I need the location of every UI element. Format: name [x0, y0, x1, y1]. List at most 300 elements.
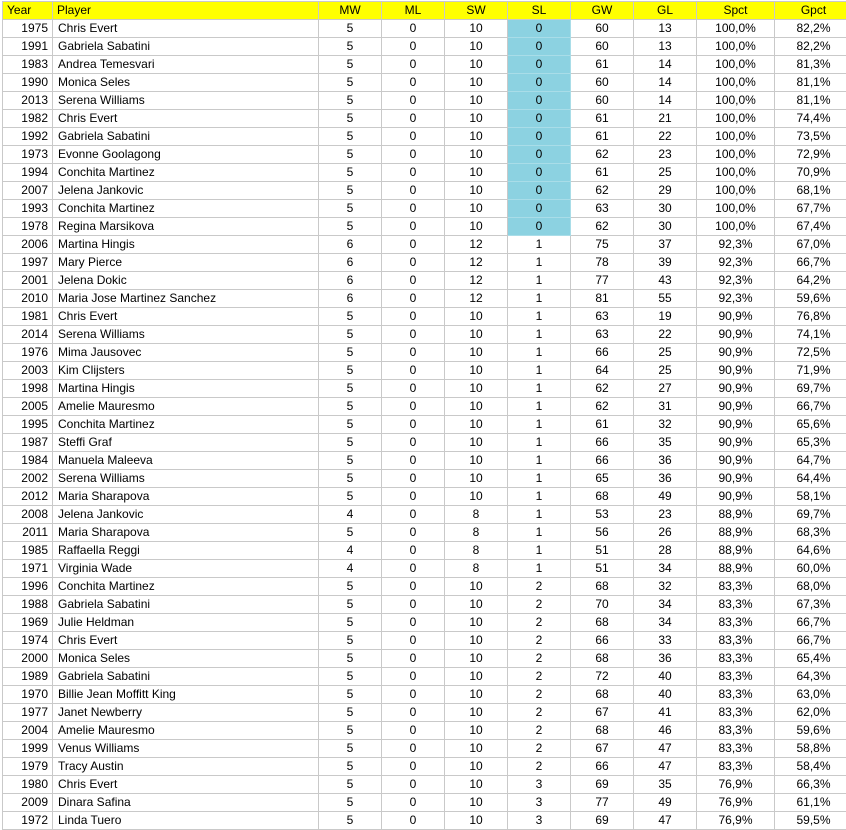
cell-gpct[interactable]: 69,7% — [775, 380, 846, 398]
cell-mw[interactable]: 5 — [319, 794, 382, 812]
cell-mw[interactable]: 5 — [319, 488, 382, 506]
cell-gpct[interactable]: 81,3% — [775, 56, 846, 74]
cell-spct[interactable]: 100,0% — [697, 200, 775, 218]
cell-sl[interactable]: 1 — [508, 290, 571, 308]
cell-sw[interactable]: 8 — [445, 506, 508, 524]
cell-year[interactable]: 2010 — [3, 290, 53, 308]
cell-sw[interactable]: 10 — [445, 794, 508, 812]
cell-player[interactable]: Maria Sharapova — [53, 488, 319, 506]
column-header-gl[interactable]: GL — [634, 2, 697, 20]
cell-sw[interactable]: 10 — [445, 596, 508, 614]
cell-spct[interactable]: 90,9% — [697, 326, 775, 344]
cell-sl[interactable]: 2 — [508, 650, 571, 668]
cell-sw[interactable]: 10 — [445, 668, 508, 686]
cell-spct[interactable]: 83,3% — [697, 686, 775, 704]
cell-year[interactable]: 2008 — [3, 506, 53, 524]
cell-ml[interactable]: 0 — [382, 776, 445, 794]
cell-ml[interactable]: 0 — [382, 236, 445, 254]
cell-sl[interactable]: 1 — [508, 434, 571, 452]
cell-sw[interactable]: 10 — [445, 20, 508, 38]
cell-year[interactable]: 1988 — [3, 596, 53, 614]
cell-gpct[interactable]: 64,4% — [775, 470, 846, 488]
cell-sw[interactable]: 10 — [445, 56, 508, 74]
cell-year[interactable]: 1984 — [3, 452, 53, 470]
cell-player[interactable]: Gabriela Sabatini — [53, 668, 319, 686]
cell-spct[interactable]: 100,0% — [697, 20, 775, 38]
cell-ml[interactable]: 0 — [382, 542, 445, 560]
cell-ml[interactable]: 0 — [382, 254, 445, 272]
cell-ml[interactable]: 0 — [382, 740, 445, 758]
cell-spct[interactable]: 83,3% — [697, 614, 775, 632]
cell-gl[interactable]: 37 — [634, 236, 697, 254]
cell-mw[interactable]: 5 — [319, 650, 382, 668]
cell-spct[interactable]: 90,9% — [697, 488, 775, 506]
cell-ml[interactable]: 0 — [382, 200, 445, 218]
cell-sl[interactable]: 1 — [508, 506, 571, 524]
cell-gw[interactable]: 51 — [571, 560, 634, 578]
cell-gw[interactable]: 66 — [571, 632, 634, 650]
cell-sw[interactable]: 10 — [445, 650, 508, 668]
cell-spct[interactable]: 83,3% — [697, 722, 775, 740]
cell-ml[interactable]: 0 — [382, 650, 445, 668]
cell-gl[interactable]: 35 — [634, 434, 697, 452]
cell-year[interactable]: 2003 — [3, 362, 53, 380]
cell-player[interactable]: Steffi Graf — [53, 434, 319, 452]
cell-mw[interactable]: 5 — [319, 596, 382, 614]
cell-sl[interactable]: 1 — [508, 416, 571, 434]
cell-gw[interactable]: 61 — [571, 56, 634, 74]
cell-ml[interactable]: 0 — [382, 92, 445, 110]
cell-gw[interactable]: 66 — [571, 452, 634, 470]
cell-sl[interactable]: 0 — [508, 20, 571, 38]
cell-gpct[interactable]: 68,3% — [775, 524, 846, 542]
cell-sw[interactable]: 10 — [445, 614, 508, 632]
cell-mw[interactable]: 5 — [319, 434, 382, 452]
cell-gw[interactable]: 70 — [571, 596, 634, 614]
cell-spct[interactable]: 100,0% — [697, 146, 775, 164]
cell-mw[interactable]: 5 — [319, 668, 382, 686]
cell-gl[interactable]: 25 — [634, 362, 697, 380]
cell-sl[interactable]: 2 — [508, 740, 571, 758]
cell-gw[interactable]: 69 — [571, 812, 634, 830]
cell-gw[interactable]: 60 — [571, 38, 634, 56]
cell-spct[interactable]: 88,9% — [697, 524, 775, 542]
cell-spct[interactable]: 92,3% — [697, 290, 775, 308]
cell-gl[interactable]: 40 — [634, 668, 697, 686]
cell-sw[interactable]: 10 — [445, 218, 508, 236]
cell-sl[interactable]: 1 — [508, 560, 571, 578]
cell-gpct[interactable]: 67,3% — [775, 596, 846, 614]
cell-gl[interactable]: 14 — [634, 56, 697, 74]
cell-ml[interactable]: 0 — [382, 488, 445, 506]
cell-player[interactable]: Jelena Jankovic — [53, 182, 319, 200]
cell-player[interactable]: Manuela Maleeva — [53, 452, 319, 470]
cell-gw[interactable]: 61 — [571, 416, 634, 434]
cell-sw[interactable]: 10 — [445, 200, 508, 218]
cell-year[interactable]: 1999 — [3, 740, 53, 758]
cell-gl[interactable]: 23 — [634, 146, 697, 164]
column-header-gpct[interactable]: Gpct — [775, 2, 846, 20]
cell-sw[interactable]: 10 — [445, 398, 508, 416]
cell-mw[interactable]: 5 — [319, 686, 382, 704]
cell-sl[interactable]: 2 — [508, 596, 571, 614]
cell-gw[interactable]: 62 — [571, 182, 634, 200]
cell-sw[interactable]: 10 — [445, 380, 508, 398]
cell-spct[interactable]: 88,9% — [697, 542, 775, 560]
cell-year[interactable]: 1975 — [3, 20, 53, 38]
cell-spct[interactable]: 90,9% — [697, 470, 775, 488]
cell-mw[interactable]: 5 — [319, 416, 382, 434]
cell-gl[interactable]: 30 — [634, 218, 697, 236]
cell-gl[interactable]: 47 — [634, 740, 697, 758]
cell-sl[interactable]: 2 — [508, 704, 571, 722]
cell-player[interactable]: Conchita Martinez — [53, 164, 319, 182]
cell-year[interactable]: 2001 — [3, 272, 53, 290]
cell-gl[interactable]: 28 — [634, 542, 697, 560]
cell-year[interactable]: 2014 — [3, 326, 53, 344]
cell-gl[interactable]: 14 — [634, 74, 697, 92]
cell-ml[interactable]: 0 — [382, 380, 445, 398]
cell-mw[interactable]: 5 — [319, 470, 382, 488]
cell-ml[interactable]: 0 — [382, 416, 445, 434]
cell-gpct[interactable]: 66,7% — [775, 632, 846, 650]
cell-gl[interactable]: 55 — [634, 290, 697, 308]
column-header-sw[interactable]: SW — [445, 2, 508, 20]
cell-player[interactable]: Gabriela Sabatini — [53, 596, 319, 614]
cell-ml[interactable]: 0 — [382, 758, 445, 776]
cell-spct[interactable]: 100,0% — [697, 164, 775, 182]
cell-gpct[interactable]: 65,4% — [775, 650, 846, 668]
cell-player[interactable]: Chris Evert — [53, 308, 319, 326]
cell-year[interactable]: 2009 — [3, 794, 53, 812]
cell-spct[interactable]: 83,3% — [697, 704, 775, 722]
column-header-gw[interactable]: GW — [571, 2, 634, 20]
cell-sl[interactable]: 0 — [508, 128, 571, 146]
cell-year[interactable]: 2004 — [3, 722, 53, 740]
cell-gpct[interactable]: 65,3% — [775, 434, 846, 452]
cell-sw[interactable]: 12 — [445, 254, 508, 272]
cell-gpct[interactable]: 82,2% — [775, 20, 846, 38]
cell-spct[interactable]: 90,9% — [697, 344, 775, 362]
cell-sw[interactable]: 10 — [445, 740, 508, 758]
cell-gw[interactable]: 66 — [571, 344, 634, 362]
cell-sw[interactable]: 10 — [445, 578, 508, 596]
cell-player[interactable]: Jelena Jankovic — [53, 506, 319, 524]
cell-player[interactable]: Julie Heldman — [53, 614, 319, 632]
cell-ml[interactable]: 0 — [382, 632, 445, 650]
cell-sl[interactable]: 0 — [508, 92, 571, 110]
cell-year[interactable]: 1983 — [3, 56, 53, 74]
cell-ml[interactable]: 0 — [382, 524, 445, 542]
cell-player[interactable]: Martina Hingis — [53, 380, 319, 398]
cell-ml[interactable]: 0 — [382, 146, 445, 164]
cell-sw[interactable]: 10 — [445, 344, 508, 362]
cell-spct[interactable]: 100,0% — [697, 182, 775, 200]
cell-gpct[interactable]: 59,5% — [775, 812, 846, 830]
cell-spct[interactable]: 92,3% — [697, 254, 775, 272]
cell-sw[interactable]: 10 — [445, 632, 508, 650]
cell-gl[interactable]: 21 — [634, 110, 697, 128]
cell-player[interactable]: Gabriela Sabatini — [53, 38, 319, 56]
cell-year[interactable]: 1992 — [3, 128, 53, 146]
cell-gpct[interactable]: 68,1% — [775, 182, 846, 200]
cell-ml[interactable]: 0 — [382, 704, 445, 722]
cell-gl[interactable]: 49 — [634, 794, 697, 812]
cell-mw[interactable]: 5 — [319, 722, 382, 740]
cell-sl[interactable]: 0 — [508, 182, 571, 200]
cell-gpct[interactable]: 58,8% — [775, 740, 846, 758]
cell-ml[interactable]: 0 — [382, 290, 445, 308]
cell-mw[interactable]: 5 — [319, 326, 382, 344]
cell-sl[interactable]: 1 — [508, 398, 571, 416]
cell-spct[interactable]: 100,0% — [697, 38, 775, 56]
cell-sw[interactable]: 10 — [445, 182, 508, 200]
cell-sl[interactable]: 2 — [508, 632, 571, 650]
cell-sl[interactable]: 2 — [508, 578, 571, 596]
cell-ml[interactable]: 0 — [382, 578, 445, 596]
cell-year[interactable]: 2013 — [3, 92, 53, 110]
cell-year[interactable]: 2006 — [3, 236, 53, 254]
column-header-spct[interactable]: Spct — [697, 2, 775, 20]
cell-gl[interactable]: 30 — [634, 200, 697, 218]
cell-gpct[interactable]: 60,0% — [775, 560, 846, 578]
cell-gw[interactable]: 68 — [571, 650, 634, 668]
cell-gl[interactable]: 36 — [634, 470, 697, 488]
cell-gl[interactable]: 34 — [634, 560, 697, 578]
cell-mw[interactable]: 5 — [319, 56, 382, 74]
cell-player[interactable]: Gabriela Sabatini — [53, 128, 319, 146]
cell-player[interactable]: Venus Williams — [53, 740, 319, 758]
cell-spct[interactable]: 100,0% — [697, 74, 775, 92]
cell-gpct[interactable]: 72,9% — [775, 146, 846, 164]
cell-mw[interactable]: 5 — [319, 614, 382, 632]
cell-gpct[interactable]: 66,7% — [775, 254, 846, 272]
cell-gw[interactable]: 68 — [571, 614, 634, 632]
cell-player[interactable]: Virginia Wade — [53, 560, 319, 578]
cell-ml[interactable]: 0 — [382, 686, 445, 704]
cell-sl[interactable]: 1 — [508, 380, 571, 398]
cell-gl[interactable]: 47 — [634, 758, 697, 776]
cell-gw[interactable]: 81 — [571, 290, 634, 308]
cell-player[interactable]: Linda Tuero — [53, 812, 319, 830]
cell-sl[interactable]: 2 — [508, 758, 571, 776]
cell-gw[interactable]: 78 — [571, 254, 634, 272]
cell-mw[interactable]: 6 — [319, 236, 382, 254]
cell-year[interactable]: 1989 — [3, 668, 53, 686]
cell-mw[interactable]: 4 — [319, 542, 382, 560]
cell-gpct[interactable]: 64,6% — [775, 542, 846, 560]
cell-player[interactable]: Serena Williams — [53, 92, 319, 110]
cell-ml[interactable]: 0 — [382, 362, 445, 380]
cell-gw[interactable]: 66 — [571, 758, 634, 776]
cell-gw[interactable]: 68 — [571, 722, 634, 740]
cell-ml[interactable]: 0 — [382, 398, 445, 416]
cell-gl[interactable]: 14 — [634, 92, 697, 110]
cell-player[interactable]: Andrea Temesvari — [53, 56, 319, 74]
cell-sl[interactable]: 1 — [508, 236, 571, 254]
cell-sl[interactable]: 1 — [508, 272, 571, 290]
cell-gw[interactable]: 69 — [571, 776, 634, 794]
cell-mw[interactable]: 5 — [319, 578, 382, 596]
cell-mw[interactable]: 5 — [319, 128, 382, 146]
cell-spct[interactable]: 83,3% — [697, 650, 775, 668]
cell-sw[interactable]: 10 — [445, 110, 508, 128]
cell-ml[interactable]: 0 — [382, 56, 445, 74]
cell-gw[interactable]: 53 — [571, 506, 634, 524]
cell-gpct[interactable]: 82,2% — [775, 38, 846, 56]
cell-player[interactable]: Chris Evert — [53, 632, 319, 650]
cell-gw[interactable]: 77 — [571, 794, 634, 812]
cell-year[interactable]: 2000 — [3, 650, 53, 668]
cell-spct[interactable]: 100,0% — [697, 218, 775, 236]
cell-ml[interactable]: 0 — [382, 38, 445, 56]
cell-gl[interactable]: 34 — [634, 614, 697, 632]
cell-year[interactable]: 1998 — [3, 380, 53, 398]
cell-spct[interactable]: 83,3% — [697, 758, 775, 776]
cell-gl[interactable]: 13 — [634, 38, 697, 56]
cell-sw[interactable]: 10 — [445, 470, 508, 488]
cell-sw[interactable]: 10 — [445, 92, 508, 110]
cell-year[interactable]: 1973 — [3, 146, 53, 164]
cell-gl[interactable]: 49 — [634, 488, 697, 506]
cell-gw[interactable]: 67 — [571, 704, 634, 722]
cell-mw[interactable]: 5 — [319, 110, 382, 128]
cell-gpct[interactable]: 81,1% — [775, 74, 846, 92]
cell-sl[interactable]: 1 — [508, 308, 571, 326]
cell-sw[interactable]: 8 — [445, 524, 508, 542]
cell-player[interactable]: Serena Williams — [53, 470, 319, 488]
cell-gpct[interactable]: 62,0% — [775, 704, 846, 722]
cell-sw[interactable]: 10 — [445, 776, 508, 794]
cell-year[interactable]: 2005 — [3, 398, 53, 416]
cell-player[interactable]: Maria Jose Martinez Sanchez — [53, 290, 319, 308]
cell-gl[interactable]: 36 — [634, 650, 697, 668]
cell-year[interactable]: 2002 — [3, 470, 53, 488]
cell-gw[interactable]: 61 — [571, 128, 634, 146]
cell-mw[interactable]: 5 — [319, 164, 382, 182]
cell-gpct[interactable]: 70,9% — [775, 164, 846, 182]
cell-sl[interactable]: 1 — [508, 326, 571, 344]
cell-sl[interactable]: 1 — [508, 470, 571, 488]
cell-gpct[interactable]: 67,0% — [775, 236, 846, 254]
cell-year[interactable]: 1981 — [3, 308, 53, 326]
cell-gpct[interactable]: 58,1% — [775, 488, 846, 506]
cell-spct[interactable]: 90,9% — [697, 416, 775, 434]
cell-year[interactable]: 1978 — [3, 218, 53, 236]
cell-gw[interactable]: 62 — [571, 218, 634, 236]
cell-player[interactable]: Amelie Mauresmo — [53, 398, 319, 416]
column-header-year[interactable]: Year — [3, 2, 53, 20]
cell-gw[interactable]: 62 — [571, 380, 634, 398]
cell-mw[interactable]: 5 — [319, 38, 382, 56]
cell-gl[interactable]: 32 — [634, 416, 697, 434]
cell-gl[interactable]: 25 — [634, 164, 697, 182]
cell-player[interactable]: Serena Williams — [53, 326, 319, 344]
cell-sl[interactable]: 2 — [508, 614, 571, 632]
cell-ml[interactable]: 0 — [382, 344, 445, 362]
cell-spct[interactable]: 100,0% — [697, 92, 775, 110]
cell-sl[interactable]: 0 — [508, 56, 571, 74]
cell-gw[interactable]: 75 — [571, 236, 634, 254]
cell-ml[interactable]: 0 — [382, 20, 445, 38]
cell-sw[interactable]: 10 — [445, 452, 508, 470]
cell-gpct[interactable]: 74,4% — [775, 110, 846, 128]
cell-spct[interactable]: 83,3% — [697, 668, 775, 686]
cell-spct[interactable]: 76,9% — [697, 776, 775, 794]
cell-year[interactable]: 1991 — [3, 38, 53, 56]
cell-gl[interactable]: 22 — [634, 326, 697, 344]
cell-sl[interactable]: 3 — [508, 812, 571, 830]
cell-sw[interactable]: 12 — [445, 290, 508, 308]
cell-player[interactable]: Regina Marsikova — [53, 218, 319, 236]
cell-sl[interactable]: 2 — [508, 722, 571, 740]
cell-ml[interactable]: 0 — [382, 506, 445, 524]
cell-gpct[interactable]: 65,6% — [775, 416, 846, 434]
cell-gw[interactable]: 61 — [571, 164, 634, 182]
cell-player[interactable]: Conchita Martinez — [53, 578, 319, 596]
cell-sl[interactable]: 0 — [508, 218, 571, 236]
cell-sl[interactable]: 2 — [508, 686, 571, 704]
cell-gl[interactable]: 40 — [634, 686, 697, 704]
cell-gl[interactable]: 25 — [634, 344, 697, 362]
cell-mw[interactable]: 5 — [319, 452, 382, 470]
cell-gw[interactable]: 63 — [571, 200, 634, 218]
cell-gl[interactable]: 34 — [634, 596, 697, 614]
cell-gw[interactable]: 68 — [571, 686, 634, 704]
cell-year[interactable]: 1994 — [3, 164, 53, 182]
cell-sw[interactable]: 10 — [445, 164, 508, 182]
cell-player[interactable]: Conchita Martinez — [53, 200, 319, 218]
cell-gpct[interactable]: 66,7% — [775, 614, 846, 632]
cell-gpct[interactable]: 67,7% — [775, 200, 846, 218]
cell-player[interactable]: Maria Sharapova — [53, 524, 319, 542]
cell-ml[interactable]: 0 — [382, 452, 445, 470]
cell-sw[interactable]: 10 — [445, 128, 508, 146]
cell-spct[interactable]: 90,9% — [697, 380, 775, 398]
cell-gpct[interactable]: 64,2% — [775, 272, 846, 290]
cell-year[interactable]: 1990 — [3, 74, 53, 92]
cell-sw[interactable]: 10 — [445, 74, 508, 92]
cell-ml[interactable]: 0 — [382, 560, 445, 578]
cell-gpct[interactable]: 59,6% — [775, 290, 846, 308]
cell-mw[interactable]: 5 — [319, 398, 382, 416]
cell-spct[interactable]: 90,9% — [697, 452, 775, 470]
cell-spct[interactable]: 100,0% — [697, 110, 775, 128]
cell-gw[interactable]: 61 — [571, 110, 634, 128]
cell-gpct[interactable]: 67,4% — [775, 218, 846, 236]
cell-ml[interactable]: 0 — [382, 470, 445, 488]
cell-year[interactable]: 1993 — [3, 200, 53, 218]
cell-gpct[interactable]: 68,0% — [775, 578, 846, 596]
cell-gw[interactable]: 63 — [571, 326, 634, 344]
cell-year[interactable]: 2011 — [3, 524, 53, 542]
cell-gl[interactable]: 47 — [634, 812, 697, 830]
cell-year[interactable]: 1974 — [3, 632, 53, 650]
cell-sw[interactable]: 8 — [445, 542, 508, 560]
cell-mw[interactable]: 5 — [319, 632, 382, 650]
cell-gl[interactable]: 27 — [634, 380, 697, 398]
cell-ml[interactable]: 0 — [382, 668, 445, 686]
cell-gl[interactable]: 26 — [634, 524, 697, 542]
cell-year[interactable]: 1969 — [3, 614, 53, 632]
cell-mw[interactable]: 5 — [319, 812, 382, 830]
cell-spct[interactable]: 83,3% — [697, 632, 775, 650]
cell-gl[interactable]: 39 — [634, 254, 697, 272]
cell-mw[interactable]: 5 — [319, 20, 382, 38]
cell-sw[interactable]: 12 — [445, 272, 508, 290]
cell-mw[interactable]: 5 — [319, 362, 382, 380]
cell-player[interactable]: Janet Newberry — [53, 704, 319, 722]
